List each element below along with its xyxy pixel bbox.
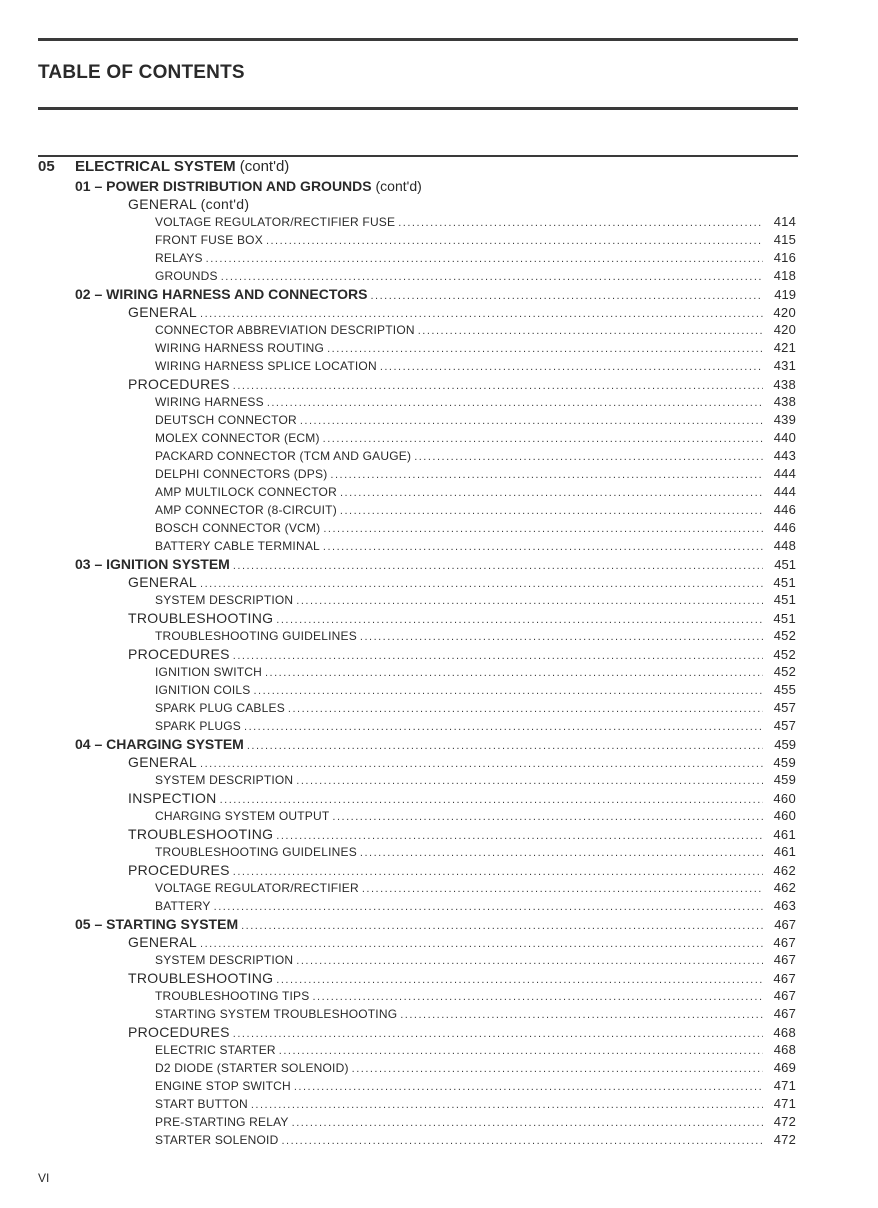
toc-entry-label: TROUBLESHOOTING bbox=[128, 610, 274, 626]
toc-entry-page: 455 bbox=[773, 682, 796, 697]
toc-entry-label: CHARGING SYSTEM OUTPUT bbox=[155, 809, 330, 823]
toc-entry-page: 457 bbox=[773, 718, 796, 733]
toc-entry[interactable] bbox=[0, 447, 796, 465]
toc-entry-page: 461 bbox=[773, 844, 796, 859]
toc-entry-label: PROCEDURES bbox=[128, 376, 230, 392]
toc-entry[interactable] bbox=[0, 663, 796, 681]
toc-entry[interactable] bbox=[0, 609, 796, 627]
toc-entry-page: 472 bbox=[773, 1132, 796, 1147]
toc-entry[interactable] bbox=[0, 753, 796, 771]
toc-entry[interactable] bbox=[0, 951, 796, 969]
toc-entry-page: 463 bbox=[773, 898, 796, 913]
toc-entry[interactable] bbox=[0, 987, 796, 1005]
toc-entry-page: 467 bbox=[774, 917, 796, 932]
leader-dots bbox=[362, 880, 763, 898]
toc-entry-page: 459 bbox=[774, 737, 796, 752]
chapter-suffix: (cont'd) bbox=[375, 178, 422, 194]
leader-dots bbox=[206, 250, 763, 268]
toc-entry[interactable] bbox=[0, 861, 796, 879]
leader-dots bbox=[312, 988, 763, 1006]
toc-entry-label: WIRING HARNESS SPLICE LOCATION bbox=[155, 359, 377, 373]
toc-entry[interactable] bbox=[0, 1023, 796, 1041]
toc-entry-label: VOLTAGE REGULATOR/RECTIFIER FUSE bbox=[155, 215, 396, 229]
toc-entry-label: VOLTAGE REGULATOR/RECTIFIER bbox=[155, 881, 359, 895]
toc-entry-page: 451 bbox=[773, 592, 796, 607]
toc-entry[interactable] bbox=[0, 537, 796, 555]
toc-entry-page: 467 bbox=[773, 988, 796, 1003]
toc-entry[interactable] bbox=[0, 555, 796, 573]
toc-entry[interactable] bbox=[0, 303, 796, 321]
toc-entry-label: AMP CONNECTOR (8-CIRCUIT) bbox=[155, 503, 337, 517]
toc-entry[interactable] bbox=[0, 375, 796, 393]
chapter-title: 01 – POWER DISTRIBUTION AND GROUNDS bbox=[75, 178, 372, 194]
leader-dots bbox=[360, 628, 763, 646]
toc-entry-page: 419 bbox=[774, 287, 796, 302]
toc-entry-label: INSPECTION bbox=[128, 790, 217, 806]
leader-dots bbox=[294, 1078, 763, 1096]
toc-entry-label: IGNITION SWITCH bbox=[155, 665, 262, 679]
toc-entry[interactable] bbox=[0, 681, 796, 699]
leader-dots bbox=[330, 466, 763, 484]
toc-entry-page: 462 bbox=[773, 880, 796, 895]
toc-entry-label: SPARK PLUGS bbox=[155, 719, 242, 733]
chapter-heading bbox=[0, 177, 878, 195]
toc-entry[interactable] bbox=[0, 357, 796, 375]
leader-dots bbox=[332, 808, 763, 826]
toc-entry-label: SPARK PLUG CABLES bbox=[155, 701, 285, 715]
toc-entry-page: 451 bbox=[773, 611, 796, 626]
toc-entry-label: WIRING HARNESS ROUTING bbox=[155, 341, 325, 355]
toc-entry-page: 420 bbox=[773, 322, 796, 337]
toc-entry-page: 461 bbox=[773, 827, 796, 842]
toc-entry-label: TROUBLESHOOTING GUIDELINES bbox=[155, 845, 357, 859]
toc-entry-page: 471 bbox=[773, 1078, 796, 1093]
toc-entry-page: 457 bbox=[773, 700, 796, 715]
toc-entry-label: SYSTEM DESCRIPTION bbox=[155, 593, 294, 607]
leader-dots bbox=[214, 898, 763, 916]
leader-dots bbox=[292, 1114, 763, 1132]
leader-dots bbox=[244, 718, 763, 736]
toc-entry-label: BOSCH CONNECTOR (VCM) bbox=[155, 521, 321, 535]
toc-entry-label: ELECTRIC STARTER bbox=[155, 1043, 276, 1057]
section-suffix: (cont'd) bbox=[239, 158, 290, 175]
toc-entry-page: 469 bbox=[773, 1060, 796, 1075]
section-heading bbox=[0, 156, 878, 177]
toc-entry-page: 451 bbox=[773, 575, 796, 590]
toc-entry-label: FRONT FUSE BOX bbox=[155, 233, 263, 247]
top-rule bbox=[38, 38, 798, 41]
leader-dots bbox=[400, 1006, 763, 1024]
toc-entry-label: GENERAL bbox=[128, 574, 198, 590]
toc-entry-label: AMP MULTILOCK CONNECTOR bbox=[155, 485, 337, 499]
subsection-title: GENERAL (cont'd) bbox=[128, 196, 250, 212]
toc-entry[interactable] bbox=[0, 249, 796, 267]
toc-entry-label: TROUBLESHOOTING bbox=[128, 970, 274, 986]
leader-dots bbox=[265, 664, 763, 682]
leader-dots bbox=[281, 1132, 763, 1150]
toc-entry-label: 05 – STARTING SYSTEM bbox=[75, 916, 239, 932]
toc-entry-label: SYSTEM DESCRIPTION bbox=[155, 953, 294, 967]
toc-entry-page: 420 bbox=[773, 305, 796, 320]
toc-entry-label: SYSTEM DESCRIPTION bbox=[155, 773, 294, 787]
toc-entry[interactable] bbox=[0, 717, 796, 735]
leader-dots bbox=[340, 484, 763, 502]
toc-entry-page: 467 bbox=[773, 971, 796, 986]
toc-entry-page: 459 bbox=[773, 772, 796, 787]
toc-entry-page: 460 bbox=[773, 791, 796, 806]
leader-dots bbox=[279, 1042, 763, 1060]
toc-entry[interactable] bbox=[0, 735, 796, 753]
toc-entry-label: PROCEDURES bbox=[128, 646, 230, 662]
toc-entry-page: 421 bbox=[773, 340, 796, 355]
section-number: 05 bbox=[38, 158, 55, 175]
toc-entry-label: TROUBLESHOOTING GUIDELINES bbox=[155, 629, 357, 643]
toc-entry-label: GENERAL bbox=[128, 934, 198, 950]
toc-entry-label: BATTERY CABLE TERMINAL bbox=[155, 539, 320, 553]
toc-entry-page: 448 bbox=[773, 538, 796, 553]
toc-entry-page: 439 bbox=[773, 412, 796, 427]
toc-entry-page: 460 bbox=[773, 808, 796, 823]
toc-entry-page: 438 bbox=[773, 377, 796, 392]
toc-entry[interactable] bbox=[0, 807, 796, 825]
toc-entry-label: START BUTTON bbox=[155, 1097, 248, 1111]
toc-entry[interactable] bbox=[0, 789, 796, 807]
toc-entry-label: DEUTSCH CONNECTOR bbox=[155, 413, 297, 427]
toc-entry[interactable] bbox=[0, 1041, 796, 1059]
toc-entry[interactable] bbox=[0, 915, 796, 933]
leader-dots bbox=[323, 520, 763, 538]
toc-entry-page: 446 bbox=[773, 502, 796, 517]
toc-entry[interactable] bbox=[0, 933, 796, 951]
toc-entry-label: STARTER SOLENOID bbox=[155, 1133, 279, 1147]
toc-entry-page: 459 bbox=[773, 755, 796, 770]
page-title: TABLE OF CONTENTS bbox=[38, 62, 245, 83]
toc-entry-label: IGNITION COILS bbox=[155, 683, 251, 697]
leader-dots bbox=[380, 358, 763, 376]
subsection-heading bbox=[0, 195, 878, 213]
toc-entry-label: MOLEX CONNECTOR (ECM) bbox=[155, 431, 320, 445]
toc-entry[interactable] bbox=[0, 825, 796, 843]
toc-entry[interactable] bbox=[0, 1005, 796, 1023]
toc-entry-label: GENERAL bbox=[128, 304, 198, 320]
toc-entry-label: RELAYS bbox=[155, 251, 203, 265]
toc-entry[interactable] bbox=[0, 519, 796, 537]
leader-dots bbox=[296, 952, 763, 970]
toc-entry-page: 471 bbox=[773, 1096, 796, 1111]
title-rule bbox=[38, 107, 798, 110]
toc-entry-label: PROCEDURES bbox=[128, 1024, 230, 1040]
toc-entry-page: 472 bbox=[773, 1114, 796, 1129]
toc-entry-label: BATTERY bbox=[155, 899, 211, 913]
toc-entry[interactable] bbox=[0, 897, 796, 915]
toc-entry-label: 03 – IGNITION SYSTEM bbox=[75, 556, 230, 572]
toc-entry[interactable] bbox=[0, 501, 796, 519]
toc-entry[interactable] bbox=[0, 1059, 796, 1077]
leader-dots bbox=[221, 268, 763, 286]
toc-entry-page: 467 bbox=[773, 935, 796, 950]
toc-entry-page: 415 bbox=[773, 232, 796, 247]
leader-dots bbox=[352, 1060, 763, 1078]
leader-dots bbox=[418, 322, 763, 340]
section-title: ELECTRICAL SYSTEM bbox=[75, 158, 236, 175]
toc-entry-page: 414 bbox=[773, 214, 796, 229]
toc-entry-page: 444 bbox=[773, 484, 796, 499]
leader-dots bbox=[251, 1096, 763, 1114]
toc-entry-label: 04 – CHARGING SYSTEM bbox=[75, 736, 244, 752]
toc-entry-page: 418 bbox=[773, 268, 796, 283]
leader-dots bbox=[296, 772, 763, 790]
toc-entry[interactable] bbox=[0, 267, 796, 285]
toc-entry-page: 467 bbox=[773, 952, 796, 967]
toc-entry-page: 440 bbox=[773, 430, 796, 445]
toc-entry-label: GROUNDS bbox=[155, 269, 218, 283]
toc-entry-page: 467 bbox=[773, 1006, 796, 1021]
toc-entry-label: D2 DIODE (STARTER SOLENOID) bbox=[155, 1061, 349, 1075]
toc-entry-page: 452 bbox=[773, 628, 796, 643]
toc-entry[interactable] bbox=[0, 1113, 796, 1131]
toc-entry[interactable] bbox=[0, 969, 796, 987]
toc-entry-label: CONNECTOR ABBREVIATION DESCRIPTION bbox=[155, 323, 415, 337]
toc-entry[interactable] bbox=[0, 393, 796, 411]
toc-entry[interactable] bbox=[0, 1077, 796, 1095]
leader-dots bbox=[300, 412, 763, 430]
toc-entry-page: 438 bbox=[773, 394, 796, 409]
leader-dots bbox=[327, 340, 763, 358]
toc-entry-page: 446 bbox=[773, 520, 796, 535]
leader-dots bbox=[414, 448, 763, 466]
leader-dots bbox=[296, 592, 763, 610]
toc-entry-label: WIRING HARNESS bbox=[155, 395, 264, 409]
toc-entry[interactable] bbox=[0, 285, 796, 303]
toc-entry[interactable] bbox=[0, 483, 796, 501]
toc-entry[interactable] bbox=[0, 411, 796, 429]
leader-dots bbox=[360, 844, 763, 862]
toc-entry-label: GENERAL bbox=[128, 754, 198, 770]
toc-entry-page: 451 bbox=[774, 557, 796, 572]
toc-entry-label: STARTING SYSTEM TROUBLESHOOTING bbox=[155, 1007, 398, 1021]
toc-entry-label: TROUBLESHOOTING TIPS bbox=[155, 989, 310, 1003]
toc-entry[interactable] bbox=[0, 627, 796, 645]
leader-dots bbox=[340, 502, 763, 520]
toc-entry[interactable] bbox=[0, 321, 796, 339]
toc-entry-page: 444 bbox=[773, 466, 796, 481]
leader-dots bbox=[398, 214, 763, 232]
toc-entry[interactable] bbox=[0, 573, 796, 591]
toc-entry[interactable] bbox=[0, 231, 796, 249]
toc-entry[interactable] bbox=[0, 645, 796, 663]
leader-dots bbox=[288, 700, 763, 718]
toc-entry[interactable] bbox=[0, 771, 796, 789]
toc-entry-label: DELPHI CONNECTORS (DPS) bbox=[155, 467, 328, 481]
toc-entry-page: 452 bbox=[773, 664, 796, 679]
toc-entry-label: PRE-STARTING RELAY bbox=[155, 1115, 289, 1129]
toc-entry[interactable] bbox=[0, 843, 796, 861]
toc-entry-page: 416 bbox=[773, 250, 796, 265]
table-of-contents bbox=[0, 156, 878, 1149]
toc-entry-label: ENGINE STOP SWITCH bbox=[155, 1079, 291, 1093]
toc-entry-page: 462 bbox=[773, 863, 796, 878]
toc-entry-label: PACKARD CONNECTOR (TCM AND GAUGE) bbox=[155, 449, 412, 463]
leader-dots bbox=[253, 682, 763, 700]
toc-entry-label: 02 – WIRING HARNESS AND CONNECTORS bbox=[75, 286, 368, 302]
toc-entry[interactable] bbox=[0, 699, 796, 717]
page-number: VI bbox=[38, 1171, 50, 1185]
toc-entry-page: 468 bbox=[773, 1025, 796, 1040]
toc-entry-page: 431 bbox=[773, 358, 796, 373]
toc-entry[interactable] bbox=[0, 213, 796, 231]
leader-dots bbox=[323, 430, 763, 448]
toc-entry[interactable] bbox=[0, 1131, 796, 1149]
leader-dots bbox=[323, 538, 763, 556]
toc-entry-page: 468 bbox=[773, 1042, 796, 1057]
toc-entry-page: 443 bbox=[773, 448, 796, 463]
toc-entry[interactable] bbox=[0, 879, 796, 897]
toc-entry[interactable] bbox=[0, 339, 796, 357]
leader-dots bbox=[267, 394, 763, 412]
toc-entry[interactable] bbox=[0, 591, 796, 609]
toc-entry-label: TROUBLESHOOTING bbox=[128, 826, 274, 842]
toc-entry[interactable] bbox=[0, 465, 796, 483]
toc-entry[interactable] bbox=[0, 429, 796, 447]
toc-entry-page: 452 bbox=[773, 647, 796, 662]
toc-entry-label: PROCEDURES bbox=[128, 862, 230, 878]
toc-entry[interactable] bbox=[0, 1095, 796, 1113]
leader-dots bbox=[266, 232, 763, 250]
